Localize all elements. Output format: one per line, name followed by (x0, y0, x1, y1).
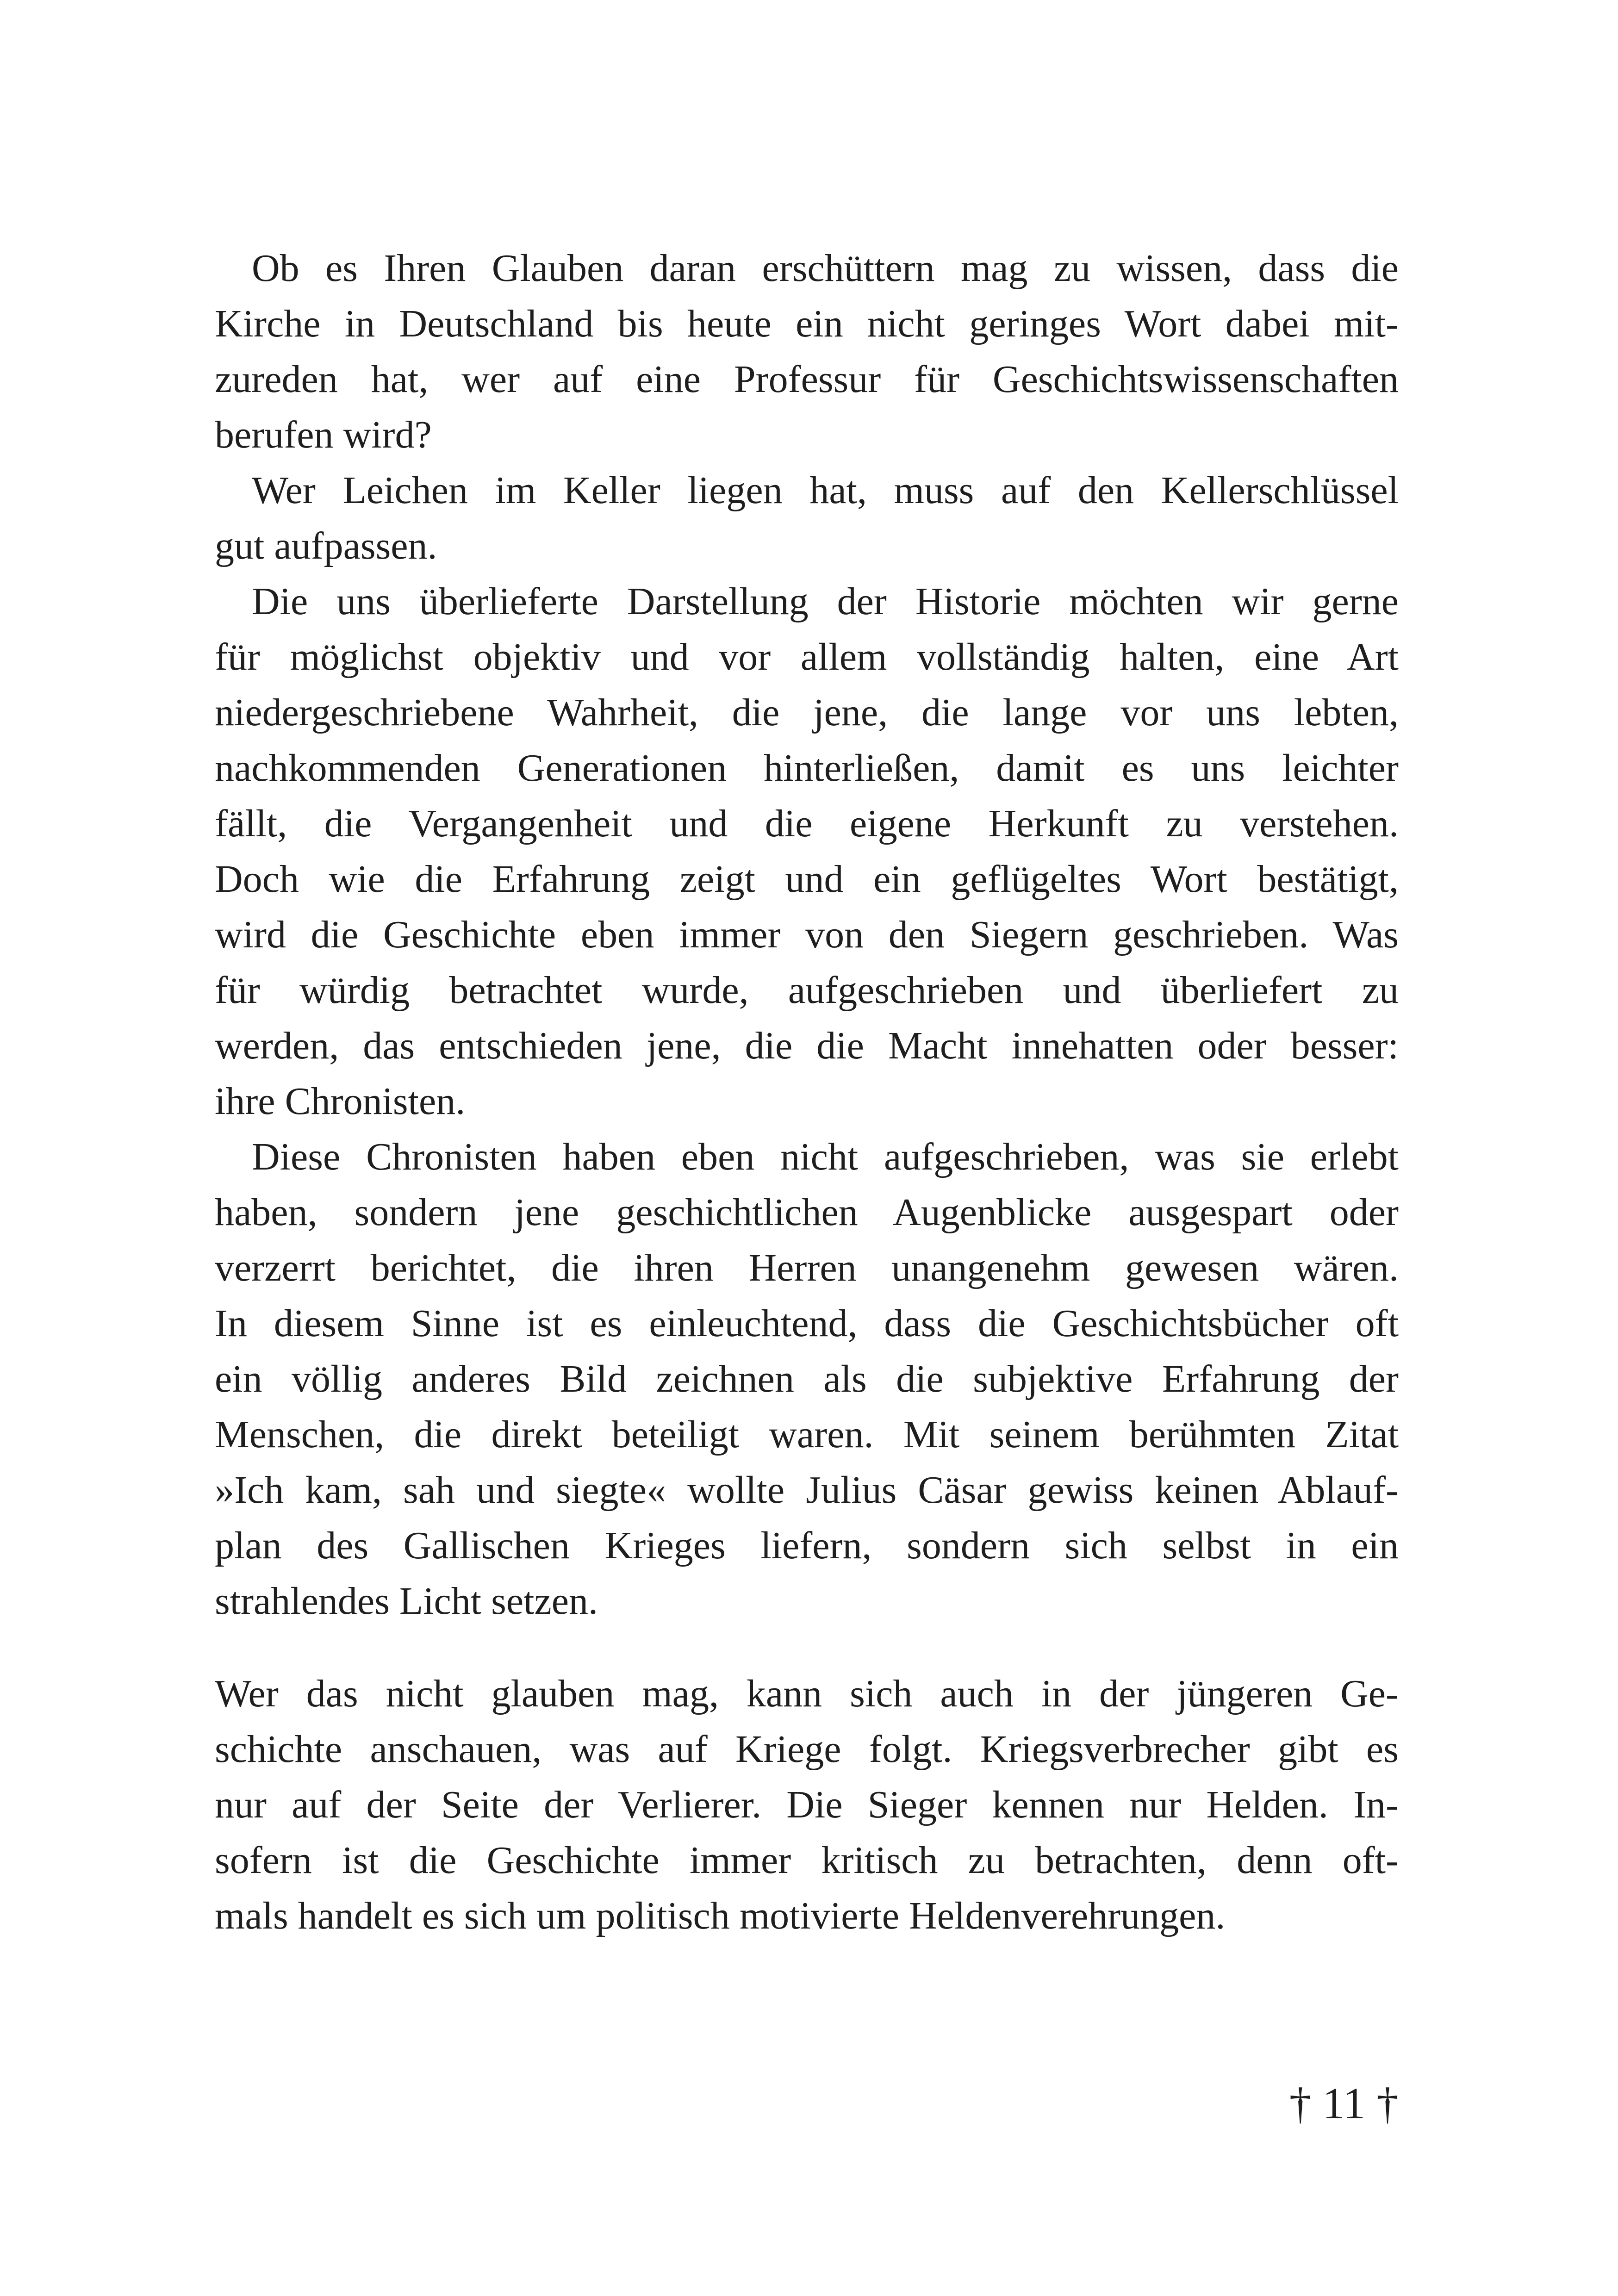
text-line: berufen wird? (215, 413, 432, 456)
text-line: Die uns überlieferte Darstellung der Historie möchten wir gerne (252, 580, 1399, 623)
main-text-block (215, 241, 1399, 1629)
text-line: sofern ist die Geschichte immer kritisch zu betrachten, denn oft- (215, 1839, 1399, 1882)
text-line: plan des Gallischen Krieges liefern, sondern sich selbst in ein (215, 1524, 1399, 1567)
text-line: für würdig betrachtet wurde, aufgeschrieben und überliefert zu (215, 969, 1399, 1012)
text-line: Menschen, die direkt beteiligt waren. Mit seinem berühmten Zitat (215, 1413, 1399, 1456)
text-line: wird die Geschichte eben immer von den Siegern geschrieben. Was (215, 913, 1399, 956)
text-line: werden, das entschieden jene, die die Macht innehatten oder besser: (215, 1024, 1399, 1067)
text-line: strahlendes Licht setzen. (215, 1580, 598, 1623)
text-line: Kirche in Deutschland bis heute ein nicht geringes Wort dabei mit- (215, 302, 1399, 345)
text-line: haben, sondern jene geschichtlichen Augenblicke ausgespart oder (215, 1191, 1399, 1234)
text-line: für möglichst objektiv und vor allem vollständig halten, eine Art (215, 635, 1399, 678)
text-line: nur auf der Seite der Verlierer. Die Sieger kennen nur Helden. In- (215, 1783, 1399, 1826)
text-line: verzerrt berichtet, die ihren Herren unangenehm gewesen wären. (215, 1246, 1399, 1289)
text-line: Wer das nicht glauben mag, kann sich auch in der jüngeren Ge- (215, 1672, 1399, 1715)
text-line: mals handelt es sich um politisch motivierte Heldenverehrungen. (215, 1894, 1226, 1937)
text-line: Ob es Ihren Glauben daran erschüttern mag zu wissen, dass die (252, 247, 1399, 290)
text-line: In diesem Sinne ist es einleuchtend, dass die Geschichtsbücher oft (215, 1302, 1399, 1345)
text-line: schichte anschauen, was auf Kriege folgt. Kriegsverbrecher gibt es (215, 1728, 1399, 1771)
text-line: ein völlig anderes Bild zeichnen als die subjektive Erfahrung der (215, 1357, 1399, 1400)
text-line: fällt, die Vergangenheit und die eigene Herkunft zu verstehen. (215, 802, 1399, 845)
text-line: niedergeschriebene Wahrheit, die jene, die lange vor uns lebten, (215, 691, 1399, 734)
text-line: ihre Chronisten. (215, 1080, 466, 1123)
page-number: † 11 † (1289, 2078, 1399, 2128)
text-line: »Ich kam, sah und siegte« wollte Julius Cäsar gewiss keinen Ablauf- (215, 1468, 1399, 1512)
text-line: nachkommenden Generationen hinterließen, damit es uns leichter (215, 747, 1399, 790)
text-line: Diese Chronisten haben eben nicht aufgeschrieben, was sie erlebt (252, 1135, 1399, 1178)
text-line: gut aufpassen. (215, 524, 437, 567)
text-line: Wer Leichen im Keller liegen hat, muss auf den Kellerschlüssel (252, 469, 1399, 512)
text-line: zureden hat, wer auf eine Professur für Geschichtswissenschaften (215, 358, 1399, 401)
closing-paragraph (215, 1666, 1399, 1944)
text-line: Doch wie die Erfahrung zeigt und ein geflügeltes Wort bestätigt, (215, 858, 1399, 901)
